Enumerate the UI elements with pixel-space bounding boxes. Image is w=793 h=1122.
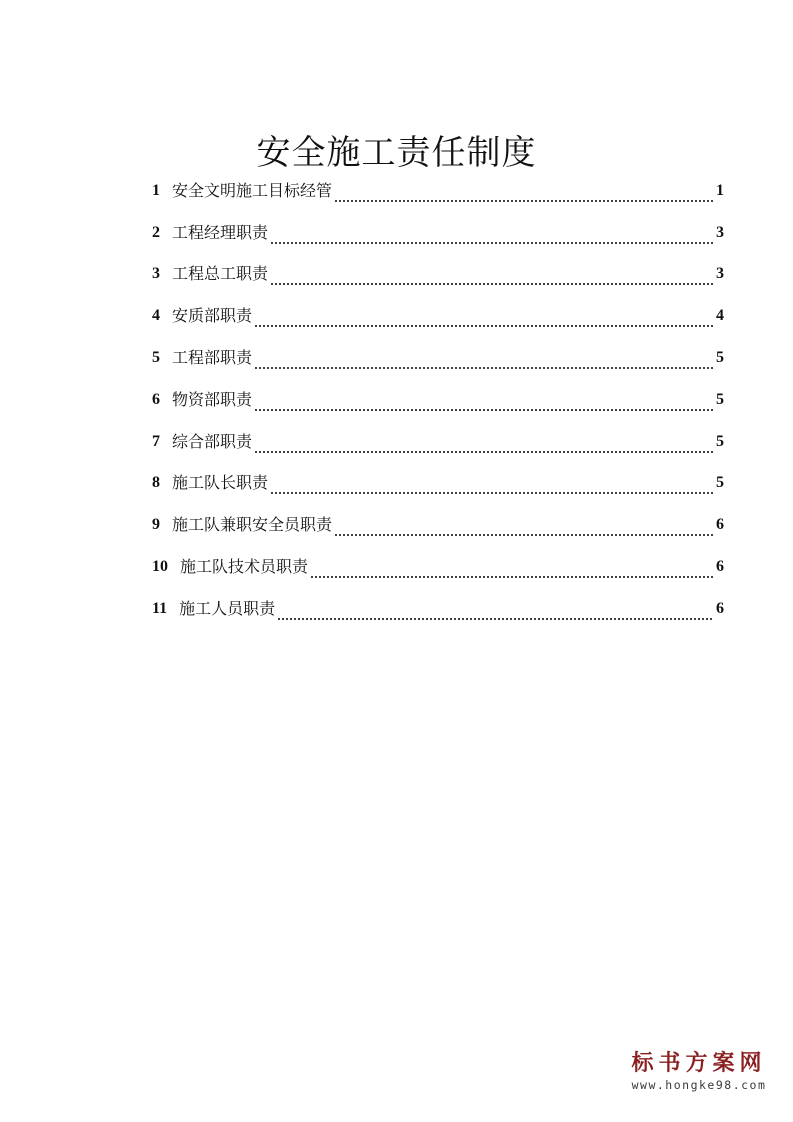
toc-dot-leader [310,576,714,578]
watermark-url: www.hongke98.com [631,1078,767,1092]
toc-entry-number: 2 [152,223,160,241]
toc-entry-title: 物资部职责 [172,389,253,409]
watermark-name: 标书方案网 [631,1051,767,1076]
toc-entry-number: 8 [152,474,160,492]
toc-entry-page: 5 [716,474,724,492]
toc-dot-leader [277,618,714,620]
toc-entry[interactable] [152,295,724,337]
toc-entry-page: 3 [716,265,724,283]
toc-dot-leader [254,367,714,369]
toc-entry-title: 施工队长职责 [172,473,269,493]
toc-entry[interactable] [152,463,724,505]
toc-entry-title: 施工队技术员职责 [180,557,309,577]
toc-dot-leader [334,200,714,202]
toc-entry-title: 工程部职责 [172,348,253,368]
toc-entry-page: 6 [716,516,724,534]
toc-entry[interactable] [152,588,724,630]
toc-entry-title: 工程经理职责 [172,222,269,242]
toc-entry-page: 5 [716,390,724,408]
toc-entry-page: 4 [716,307,724,325]
toc-entry-number: 9 [152,516,160,534]
toc-dot-leader [270,283,714,285]
toc-entry-title: 施工队兼职安全员职责 [172,515,333,535]
toc-entry-title: 施工人员职责 [179,598,276,618]
toc-entry[interactable] [152,212,724,254]
document-title: 安全施工责任制度 [256,132,537,173]
toc-entry-page: 3 [716,223,724,241]
toc-entry-number: 6 [152,390,160,408]
table-of-contents [152,170,724,630]
toc-dot-leader [254,409,714,411]
toc-entry[interactable] [152,254,724,296]
toc-entry-number: 1 [152,181,160,199]
site-watermark [619,1050,779,1092]
toc-entry[interactable] [152,504,724,546]
toc-entry-page: 5 [716,432,724,450]
toc-dot-leader [270,492,714,494]
toc-dot-leader [334,534,714,536]
toc-entry[interactable] [152,421,724,463]
toc-entry[interactable] [152,546,724,588]
toc-entry-page: 6 [716,558,724,576]
toc-entry-number: 10 [152,558,168,576]
toc-entry-title: 安全文明施工目标经管 [172,180,333,200]
toc-entry[interactable] [152,379,724,421]
toc-entry-page: 5 [716,349,724,367]
toc-entry-page: 1 [716,181,724,199]
toc-entry-page: 6 [716,599,724,617]
toc-dot-leader [254,451,714,453]
toc-entry-title: 综合部职责 [172,431,253,451]
toc-entry-title: 工程总工职责 [172,264,269,284]
toc-entry-title: 安质部职责 [172,306,253,326]
toc-entry-number: 3 [152,265,160,283]
toc-entry[interactable] [152,337,724,379]
toc-dot-leader [270,242,714,244]
toc-dot-leader [254,325,714,327]
toc-entry-number: 5 [152,349,160,367]
toc-entry-number: 7 [152,432,160,450]
toc-entry-number: 4 [152,307,160,325]
toc-entry-number: 11 [152,599,168,617]
toc-entry[interactable] [152,170,724,212]
